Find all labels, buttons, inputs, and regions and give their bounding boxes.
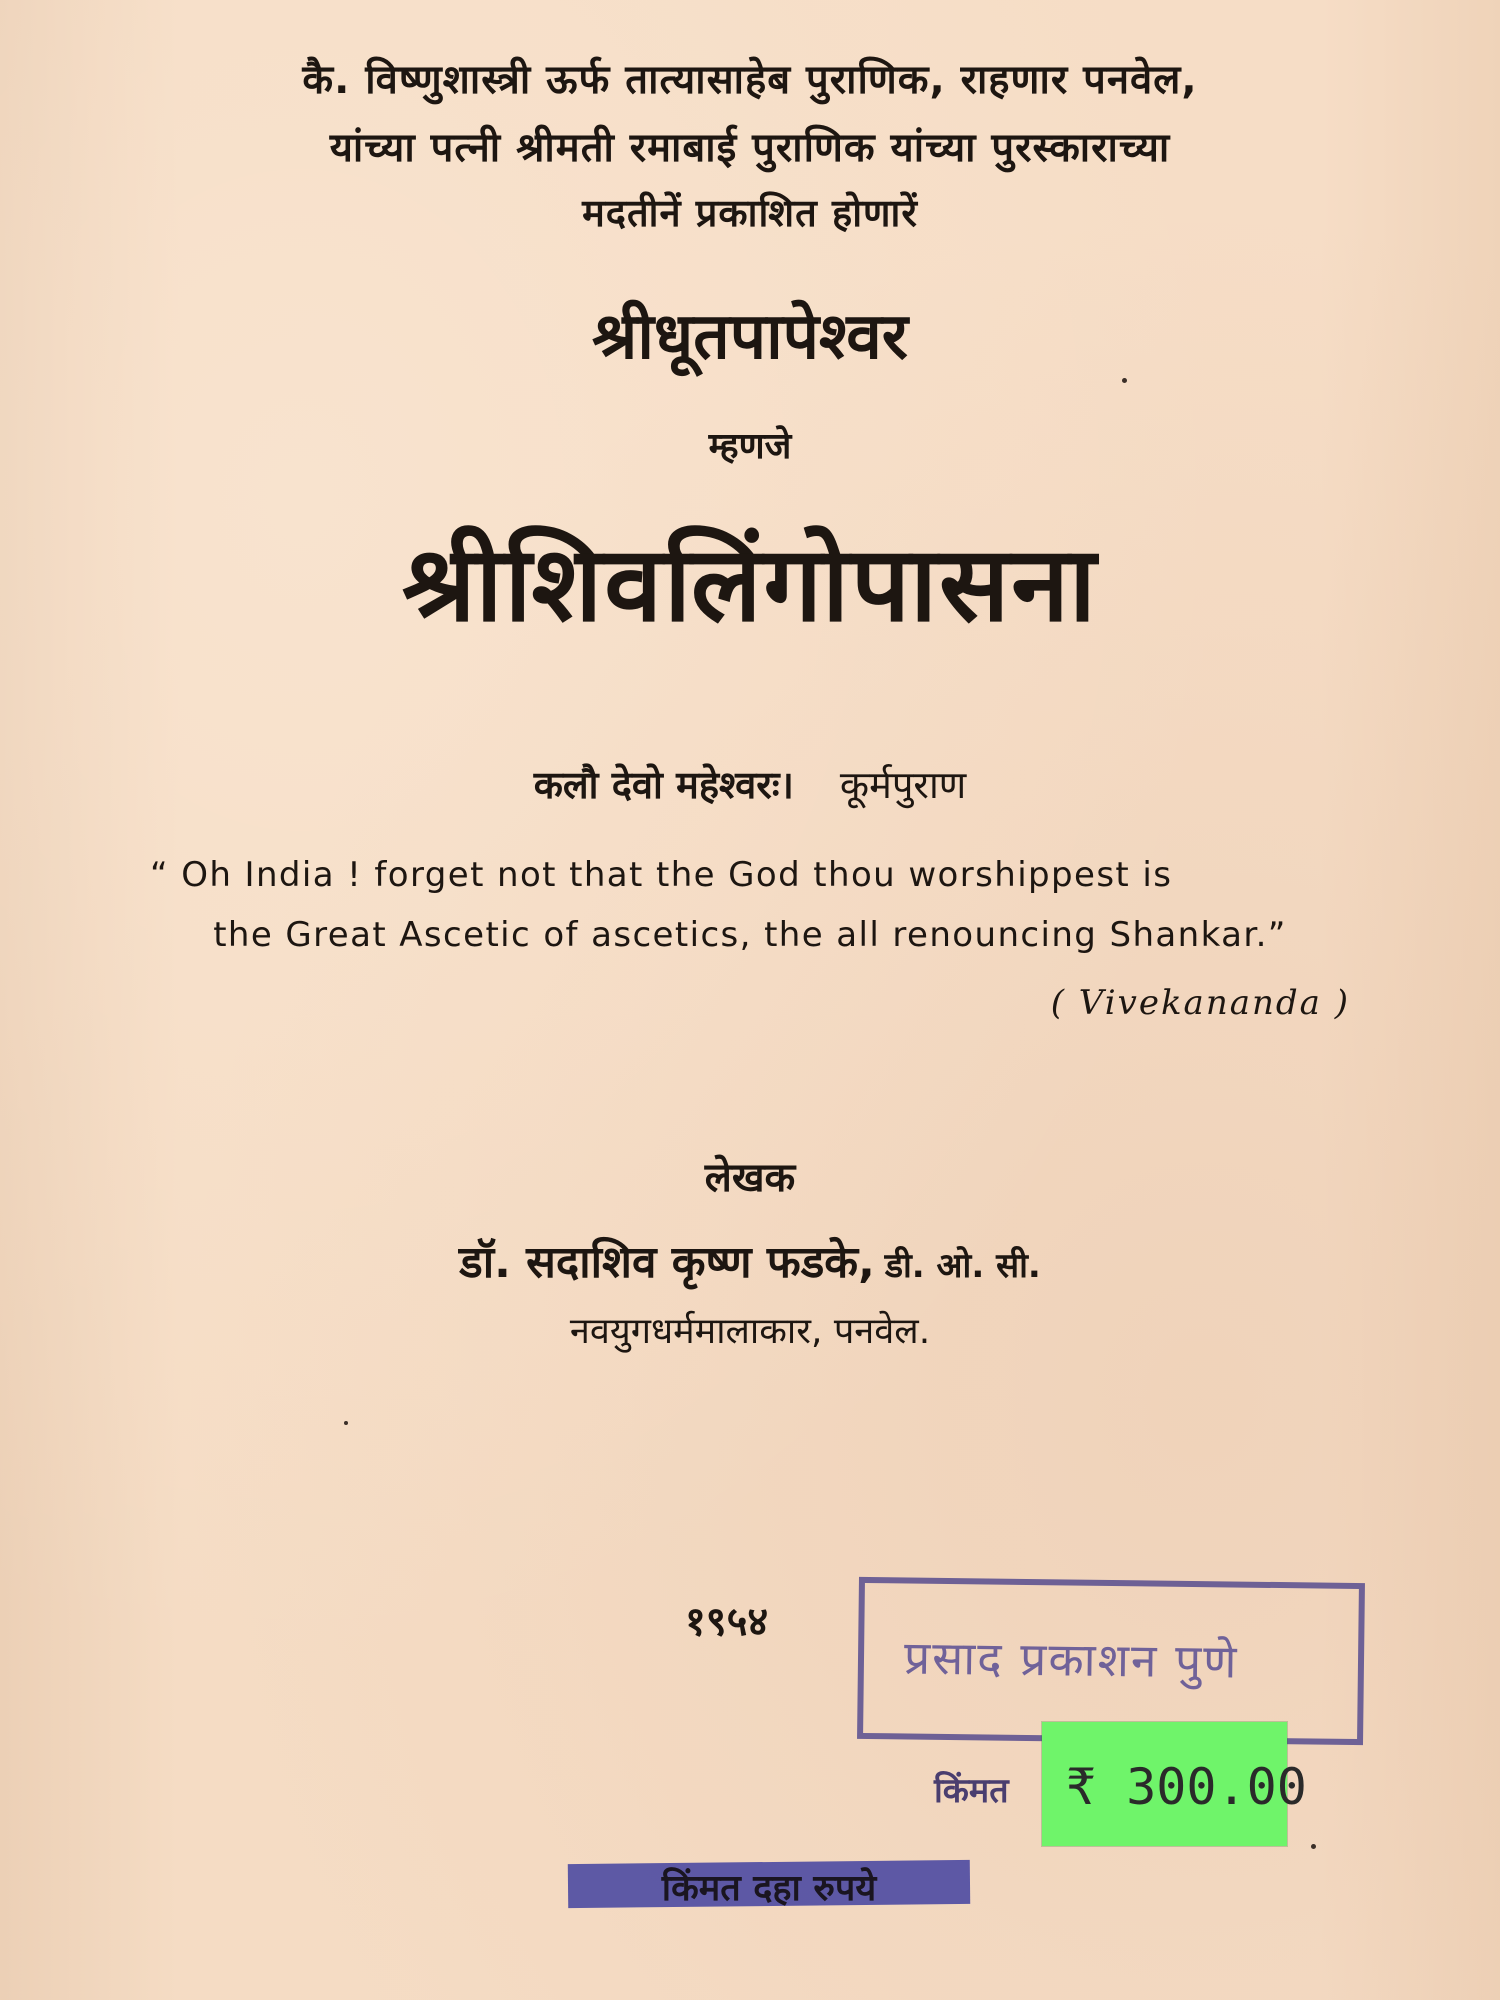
publisher-note-line-2: यांच्या पत्नी श्रीमती रमाबाई पुराणिक यांच्या पुरस्काराच्या xyxy=(329,125,1171,171)
sanskrit-quote-source: कूर्मपुराण xyxy=(839,763,967,807)
price-sticker-value: ₹ 300.00 xyxy=(1066,1758,1307,1816)
paper-speck xyxy=(1311,1844,1316,1849)
original-price: किंमत दहा रुपये xyxy=(661,1868,877,1909)
title-connector: म्हणजे xyxy=(708,426,792,467)
book-title-upper: श्रीधूतपापेश्वर xyxy=(592,300,908,374)
paper-speck xyxy=(1122,378,1127,383)
author-label: लेखक xyxy=(704,1155,796,1201)
author-name: डॉ. सदाशिव कृष्ण फडके, xyxy=(459,1237,875,1288)
quote-attribution: ( Vivekananda ) xyxy=(1050,983,1350,1023)
english-quote-line-1: “ Oh India ! forget not that the God thou worshippest is xyxy=(150,855,1173,895)
publisher-stamp xyxy=(857,1577,1365,1745)
book-title-main: श्रीशिवलिंगोपासना xyxy=(402,523,1098,645)
author-line xyxy=(0,1230,1500,1290)
publication-year: १९५४ xyxy=(685,1599,769,1645)
author-degree: डी. ओ. सी. xyxy=(884,1246,1041,1286)
sanskrit-epigraph xyxy=(0,758,1500,810)
publisher-note-line-1: कै. विष्णुशास्त्री ऊर्फ तात्यासाहेब पुराणिक, राहणार पनवेल, xyxy=(302,57,1198,103)
author-description: नवयुगधर्ममालाकार, पनवेल. xyxy=(569,1311,931,1352)
english-quote-line-2: the Great Ascetic of ascetics, the all renouncing Shankar.” xyxy=(213,915,1287,955)
sanskrit-quote-text: कलौ देवो महेश्वरः। xyxy=(533,763,794,807)
price-sticker xyxy=(1042,1722,1307,1846)
paper-speck xyxy=(344,1421,348,1425)
stamp-text: प्रसाद प्रकाशन पुणे xyxy=(903,1630,1239,1689)
publisher-note-line-3: मदतीनें प्रकाशित होणारें xyxy=(582,191,918,235)
price-label: किंमत xyxy=(934,1771,1009,1811)
